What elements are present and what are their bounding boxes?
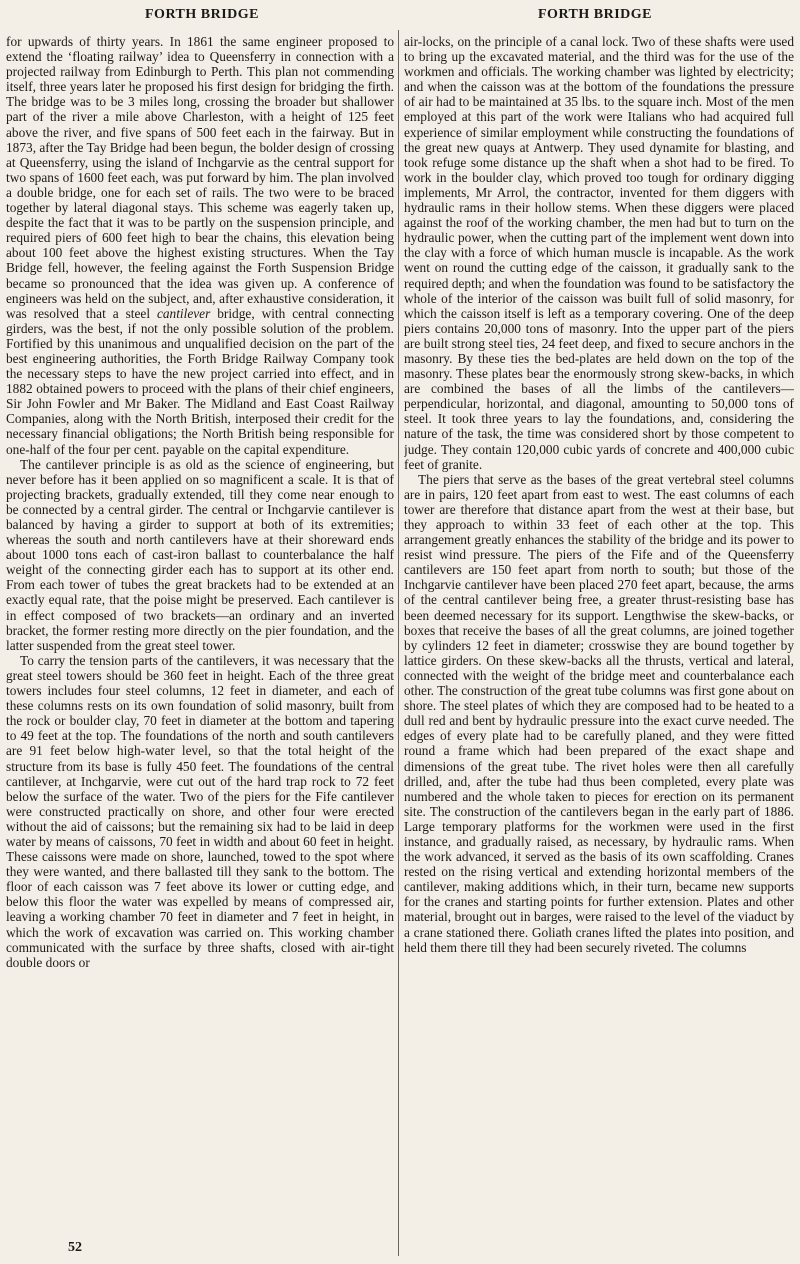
running-head-left: FORTH BRIDGE: [145, 7, 260, 22]
page-number: 52: [68, 1240, 82, 1255]
paragraph-text: for upwards of thirty years. In 1861 the same engineer proposed to extend the ‘floating railway’ idea to Queensferry in connection with a projected railway from Edinburgh to Perth. This plan not commending itself, three years later he proposed his first design for bridging the firth. The bridge was to be 3 miles long, crossing the broader but shallower part of the river a mile above Charleston, with a height of 125 feet above the river, and five spans of 500 feet each in the fairway. But in 1873, after the Tay Bridge had been begun, the bolder design of crossing at Queensferry, using the island of Inchgarvie as the central support for two spans of 1600 feet each, was put forward by him. The plan involved a double bridge, one for each set of rails. The two were to be braced together by lateral diagonal stays. This scheme was eagerly taken up, despite the fact that it was to be partly on the suspension principle, and required piers of 600 feet high to bear the chains, this elevation being about 100 feet above the highest existing structures. When the Tay Bridge fell, however, the feeling against the Forth Suspension Bridge became so pronounced that the idea was given up. A conference of engineers was held on the subject, and, after exhaustive consideration, it was resolved that a steel: [6, 34, 394, 321]
paragraph: [6, 34, 394, 457]
emphasis-cantilever: cantilever: [156, 305, 211, 321]
paragraph-text: bridge, with central connecting girders, was the best, if not the only possible solution of the problem. Fortified by this unanimous and unqualified decision on the part of the best engineering authorities, the Forth Bridge Railway Company took the necessary steps to have the new project carried into effect, and in 1882 obtained powers to proceed with the plans of their chief engineers, Sir John Fowler and Mr Baker. The Midland and East Coast Railway Companies, along with the North British, interposed their credit for the necessary financial obligations; the North British being responsible for one-half of the four per cent. payable on the capital expenditure.: [6, 305, 394, 457]
paragraph: To carry the tension parts of the cantilevers, it was necessary that the great steel towers should be 360 feet in height. Each of the three great towers includes four steel columns, 12 feet in diameter, and each of these columns rests on its own foundation of solid masonry, built from the rock or boulder clay, 70 feet in diameter at the bottom and tapering to 49 feet at the top. The foundations of the north and south cantilevers are 91 feet below high-water level, so that the total height of the structure from its base is fully 450 feet. The foundations of the central cantilever, at Inchgarvie, were cut out of the hard trap rock to 72 feet below the surface of the water. Two of the piers for the Fife cantilever were constructed practically on shore, and other four were erected without the aid of caissons; but the remaining six had to be laid in deep water by means of caissons, 70 feet in width and about 60 feet in height. These caissons were made on shore, launched, towed to the spot where they were wanted, and there ballasted till they sank to the bottom. The floor of each caisson was 7 feet above its lower or cutting edge, and below this floor the water was expelled by means of compressed air, leaving a working chamber 70 feet in diameter and 7 feet in height, in which the work of excavation was carried on. This working chamber communicated with the surface by three shafts, closed with air-tight double doors or: [6, 652, 394, 970]
running-head-right: FORTH BRIDGE: [538, 7, 653, 22]
paragraph: air-locks, on the principle of a canal lock. Two of these shafts were used to bring up the excavated material, and the third was for the use of the workmen and officials. The working chamber was lighted by electricity; and when the caisson was at the bottom of the foundations the pressure of air had to be maintained at 35 lbs. to the square inch. Most of the men employed at this part of the work were Italians who had acquired full experience of similar employment while constructing the foundations of the great new quays at Antwerp. They used dynamite for blasting, and took refuge some distance up the shaft when a shot had to be fired. To work in the boulder clay, which proved too tough for ordinary digging implements, Mr Arrol, the contractor, invented for them diggers with hydraulic rams in their hollow stems. When these diggers were placed against the roof of the working chamber, the men had but to turn on the hydraulic power, when the cutting part of the implement went down into the clay with a force of which human muscle is incapable. As the work went on round the cutting edge of the caisson, it gradually sank to the required depth; and when the foundation was found to be satisfactory the whole of the interior of the caisson was built full of solid masonry, for which the caisson itself is left as a temporary covering. One of the deep piers contains 20,000 tons of masonry. Into the upper part of the piers are built strong steel ties, 24 feet deep, and fixed to secure anchors in the masonry. By these ties the bed-plates are held down on the top of the masonry. These plates bear the enormously strong skew-backs, in which are combined the bases of all the limbs of the cantilevers—perpendicular, horizontal, and diagonal, amounting to 50,000 tons of steel. It took three years to lay the foundations, and, considering the nature of the task, the time was considered short by those competent to judge. They contain 120,000 cubic yards of concrete and 400,000 cubic feet of granite.: [404, 34, 794, 472]
right-column: [404, 34, 794, 1244]
left-column: [6, 34, 394, 1244]
paragraph: The piers that serve as the bases of the great vertebral steel columns are in pairs, 120 feet apart from east to west. The east columns of each tower are therefore that distance apart from the west at their base, but they approach to within 33 feet of each other at the top. This arrangement greatly enhances the stability of the bridge and its power to resist wind pressure. The piers of the Fife and of the Queensferry cantilevers are 150 feet apart from north to south; but those of the Inchgarvie cantilever have been placed 270 feet apart, because, the arms of the central cantilever being free, a greater thrust-resisting base has been deemed necessary for its support. Lengthwise the skew-backs, or boxes that receive the bases of all the great columns, are joined together by cylinders 12 feet in diameter; crosswise they are bound together by lattice girders. On these skew-backs all the thrusts, vertical and lateral, connected with the weight of the bridge meet and counterbalance each other. The construction of the great tube columns was first gone about on shore. The steel plates of which they are composed had to be heated to a dull red and bent by hydraulic pressure into the exact curve needed. The edges of every plate had to be carefully planed, and they were fitted round a frame which had been prepared of the exact shape and dimensions of the great tube. The rivet holes were then all carefully drilled, and, after the tube had thus been completed, every plate was numbered and the whole taken to pieces for erection on its permanent site. The construction of the cantilevers began in the early part of 1886. Large temporary platforms for the workmen were used in the first instance, and gradually raised, as necessary, by hydraulic rams. When the work advanced, it served as the basis of its own scaffolding. Cranes rested on the rising vertical and extending horizontal members of the cantilever, making additions which, in their turn, became new supports for the cranes and starting points for further extension. Plates and other material, brought out in barges, were raised to the level of the viaduct by a crane stationed there. Goliath cranes lifted the plates into position, and held them there till they had been securely riveted. The columns: [404, 471, 794, 955]
column-divider: [398, 30, 399, 1256]
paragraph: The cantilever principle is as old as the science of engineering, but never before has it been applied on so magnificent a scale. It is that of projecting brackets, gradually extended, till they come near enough to be connected by a central girder. The central or Inchgarvie cantilever is balanced by having a girder to support at both of its extremities; whereas the south and north cantilevers have at their shoreward ends about 1000 tons each of cast-iron ballast to counterbalance the half weight of the connecting girder each has to support at its other end. From each tower of tubes the great brackets had to be extended at an exactly equal rate, that the poise might be preserved. Each cantilever is in effect composed of two brackets—an ordinary and an inverted bracket, the former resting more directly on the pier foundation, and the latter suspended from the great steel tower.: [6, 456, 394, 653]
